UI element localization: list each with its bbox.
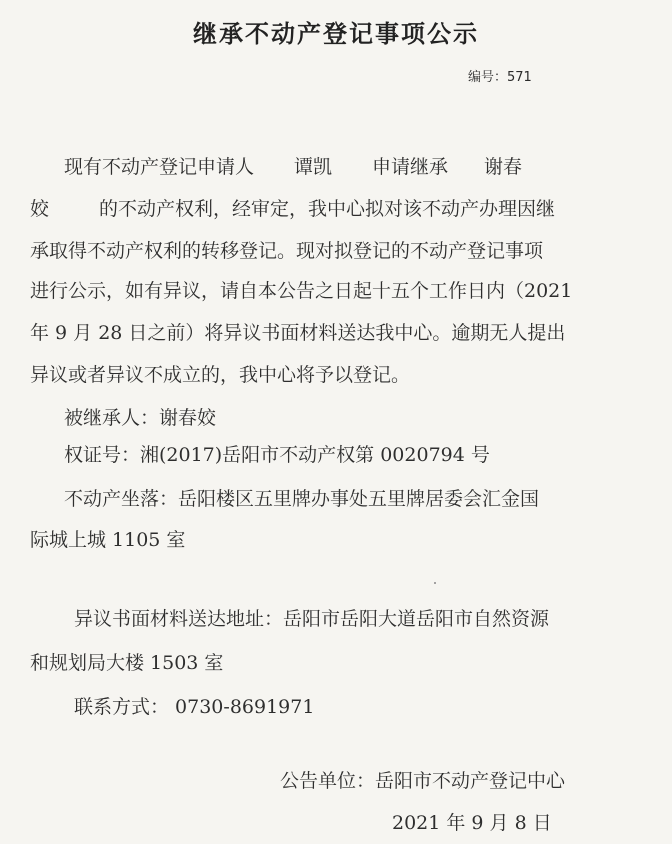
page-title: 继承不动产登记事项公示 — [193, 20, 479, 48]
decedent-field: 被继承人：谢春姣 — [64, 407, 217, 429]
address-field: 异议书面材料送达地址：岳阳市岳阳大道岳阳市自然资源 — [74, 608, 550, 630]
applicant-name: 谭凯 — [294, 156, 333, 178]
body-line-5: 年 9 月 28 日之前）将异议书面材料送达我中心。逾期无人提出 — [30, 322, 566, 344]
body-line-3: 承取得不动产权利的转移登记。现对拟登记的不动产登记事项 — [30, 240, 544, 262]
address-field-cont: 和规划局大楼 1503 室 — [30, 652, 224, 674]
intro-text-a: 现有不动产登记申请人 — [64, 156, 255, 178]
decedent-name-part: 谢春 — [484, 156, 523, 178]
certificate-field: 权证号：湘(2017)岳阳市不动产权第 0020794 号 — [64, 444, 490, 466]
contact-field: 联系方式： 0730-8691971 — [74, 696, 315, 718]
location-field: 不动产坐落：岳阳楼区五里牌办事处五里牌居委会汇金国 — [64, 488, 540, 510]
issuer-field: 公告单位：岳阳市不动产登记中心 — [280, 770, 566, 792]
issue-date: 2021 年 9 月 8 日 — [392, 812, 552, 834]
intro-text-b: 申请继承 — [372, 156, 449, 178]
body-line-4: 进行公示，如有异议，请自本公告之日起十五个工作日内（2021 — [30, 280, 573, 302]
location-field-cont: 际城上城 1105 室 — [30, 529, 186, 551]
body-line-2-text: 的不动产权利，经审定，我中心拟对该不动产办理因继 — [99, 198, 556, 220]
scan-speck — [434, 582, 436, 584]
body-line-6: 异议或者异议不成立的，我中心将予以登记。 — [30, 364, 411, 386]
serial-number: 编号：571 — [468, 70, 532, 85]
decedent-name-end: 姣 — [30, 198, 50, 220]
intro-line — [64, 152, 522, 179]
body-line-2 — [30, 194, 555, 221]
